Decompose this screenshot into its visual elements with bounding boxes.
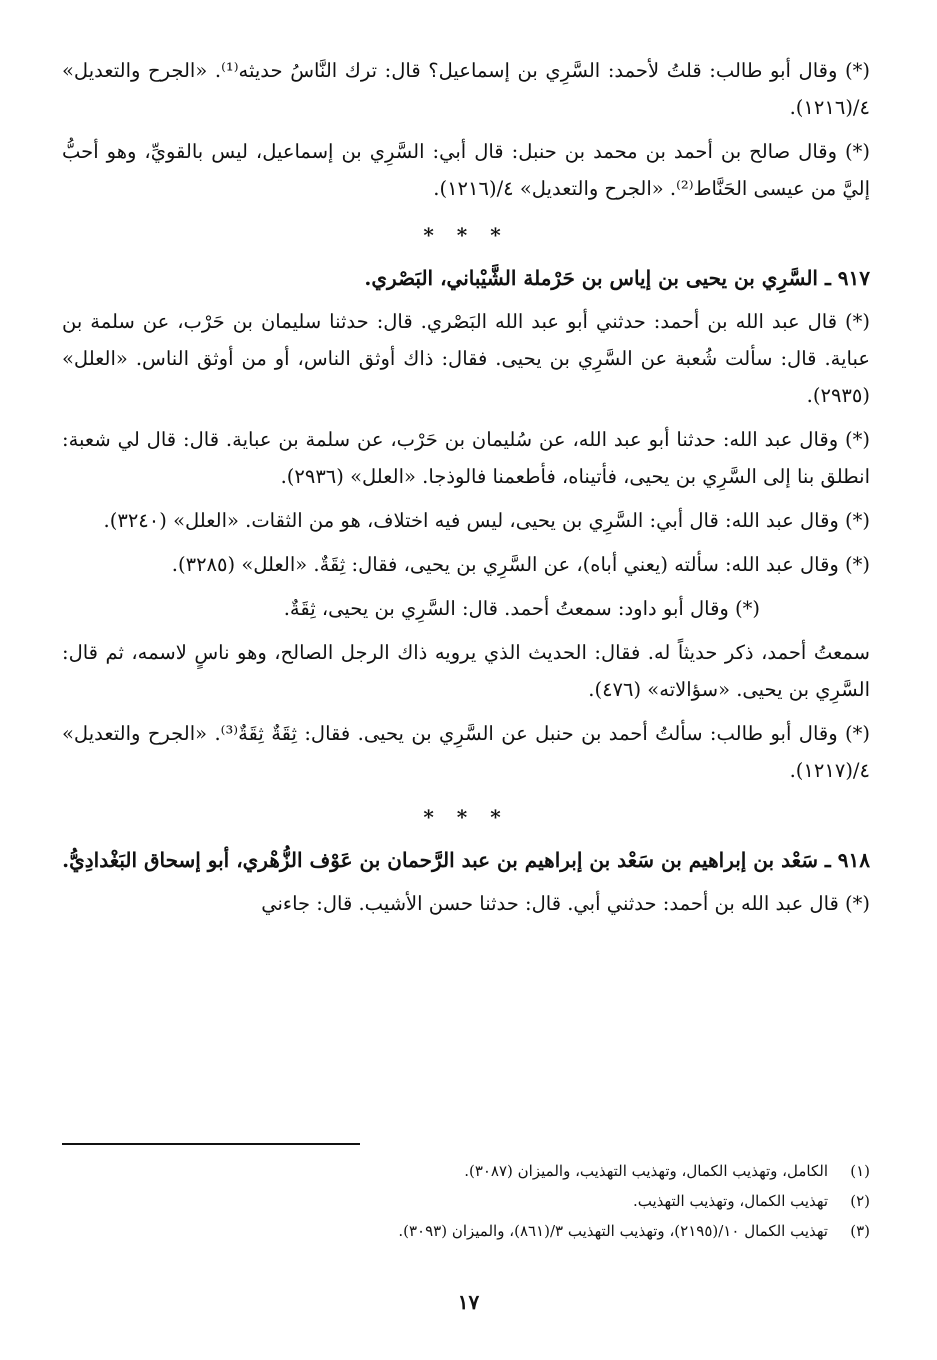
- footnote: [62, 1186, 870, 1216]
- entry-heading-918: ٩١٨ ـ سَعْد بن إبراهيم بن سَعْد بن إبراهيم بن عبد الرَّحمان بن عَوْف الزُّهْري، أبو إسحاق البَغْدادِيُّ.: [62, 848, 870, 872]
- paragraph: (*) وقال عبد الله: قال أبي: السَّرِي بن يحيى، ليس فيه اختلاف، هو من الثقات. «العلل» (٣٢٤٠).: [103, 509, 870, 532]
- paragraph: (*) وقال عبد الله: حدثنا أبو عبد الله، عن سُليمان بن حَرْب، عن سلمة بن عباية. قال: قال لي شعبة: انطلق بنا إلى السَّرِي بن يحيى، فأتيناه، فأطعمنا فالوذجا. «العلل» (٢٩٣٦).: [62, 428, 870, 488]
- footnote-text: تهذيب الكمال، وتهذيب التهذيب.: [632, 1192, 828, 1210]
- page-number: ١٧: [457, 1290, 480, 1314]
- footnote: [62, 1216, 870, 1246]
- footnotes: [62, 1156, 870, 1246]
- footnote-text: تهذيب الكمال ١٠/(٢١٩٥)، وتهذيب التهذيب ٣/(٨٦١)، والميزان (٣٠٩٣).: [398, 1222, 828, 1240]
- footnote: [62, 1156, 870, 1186]
- footnote-text: الكامل، وتهذيب الكمال، وتهذيب التهذيب، والميزان (٣٠٨٧).: [464, 1162, 828, 1180]
- section-separator: * * *: [423, 805, 509, 829]
- section-separator: * * *: [423, 223, 509, 247]
- paragraph: (*) قال عبد الله بن أحمد: حدثني أبي. قال: حدثنا حسن الأشيب. قال: جاءني: [261, 892, 870, 915]
- paragraph: (*) وقال عبد الله: سألته (يعني أباه)، عن السَّرِي بن يحيى، فقال: ثِقَةٌ. «العلل» (٣٢٨٥).: [171, 553, 870, 576]
- paragraph: (*) وقال صالح بن أحمد بن محمد بن حنبل: قال أبي: السَّرِي بن إسماعيل، ليس بالقويِّ، وهو أحبُّ إليَّ من عيسى الحَنَّاط⁽²⁾. «الجرح والتعديل» ٤/(١٢١٦).: [62, 140, 870, 200]
- paragraph: (*) وقال أبو طالب: سألتُ أحمد بن حنبل عن السَّرِي بن يحيى. فقال: ثِقَةٌ ثِقَةٌ⁽³⁾. «الجرح والتعديل» ٤/(١٢١٧).: [62, 722, 870, 782]
- paragraph: (*) وقال أبو طالب: قلتُ لأحمد: السَّرِي بن إسماعيل؟ قال: ترك النَّاسُ حديثه⁽¹⁾. «الجرح والتعديل» ٤/(١٢١٦).: [62, 59, 870, 119]
- footnote-number: (١): [850, 1162, 870, 1180]
- footnote-rule: [62, 1143, 360, 1145]
- paragraph: سمعتُ أحمد، ذكر حديثاً له. فقال: الحديث الذي يرويه ذاك الرجل الصالح، وهو ناسٍ لاسمه، ثم قال: السَّرِي بن يحيى. «سؤالاته» (٤٧٦).: [62, 641, 870, 701]
- footnote-number: (٢): [850, 1192, 870, 1210]
- footnote-number: (٣): [850, 1222, 870, 1240]
- paragraph: (*) قال عبد الله بن أحمد: حدثني أبو عبد الله البَصْري. قال: حدثنا سليمان بن حَرْب، عن سلمة بن عباية. قال: سألت شُعبة عن السَّرِي بن يحيى. فقال: ذاك أوثق الناس، أو من أوثق الناس. «العلل» (٢٩٣٥).: [62, 310, 870, 407]
- page-body: [62, 52, 870, 929]
- entry-heading-917: ٩١٧ ـ السَّرِي بن يحيى بن إياس بن حَرْملة الشَّيْباني، البَصْري.: [364, 266, 870, 290]
- paragraph: (*) وقال أبو داود: سمعتُ أحمد. قال: السَّرِي بن يحيى، ثِقَةٌ.: [283, 597, 760, 620]
